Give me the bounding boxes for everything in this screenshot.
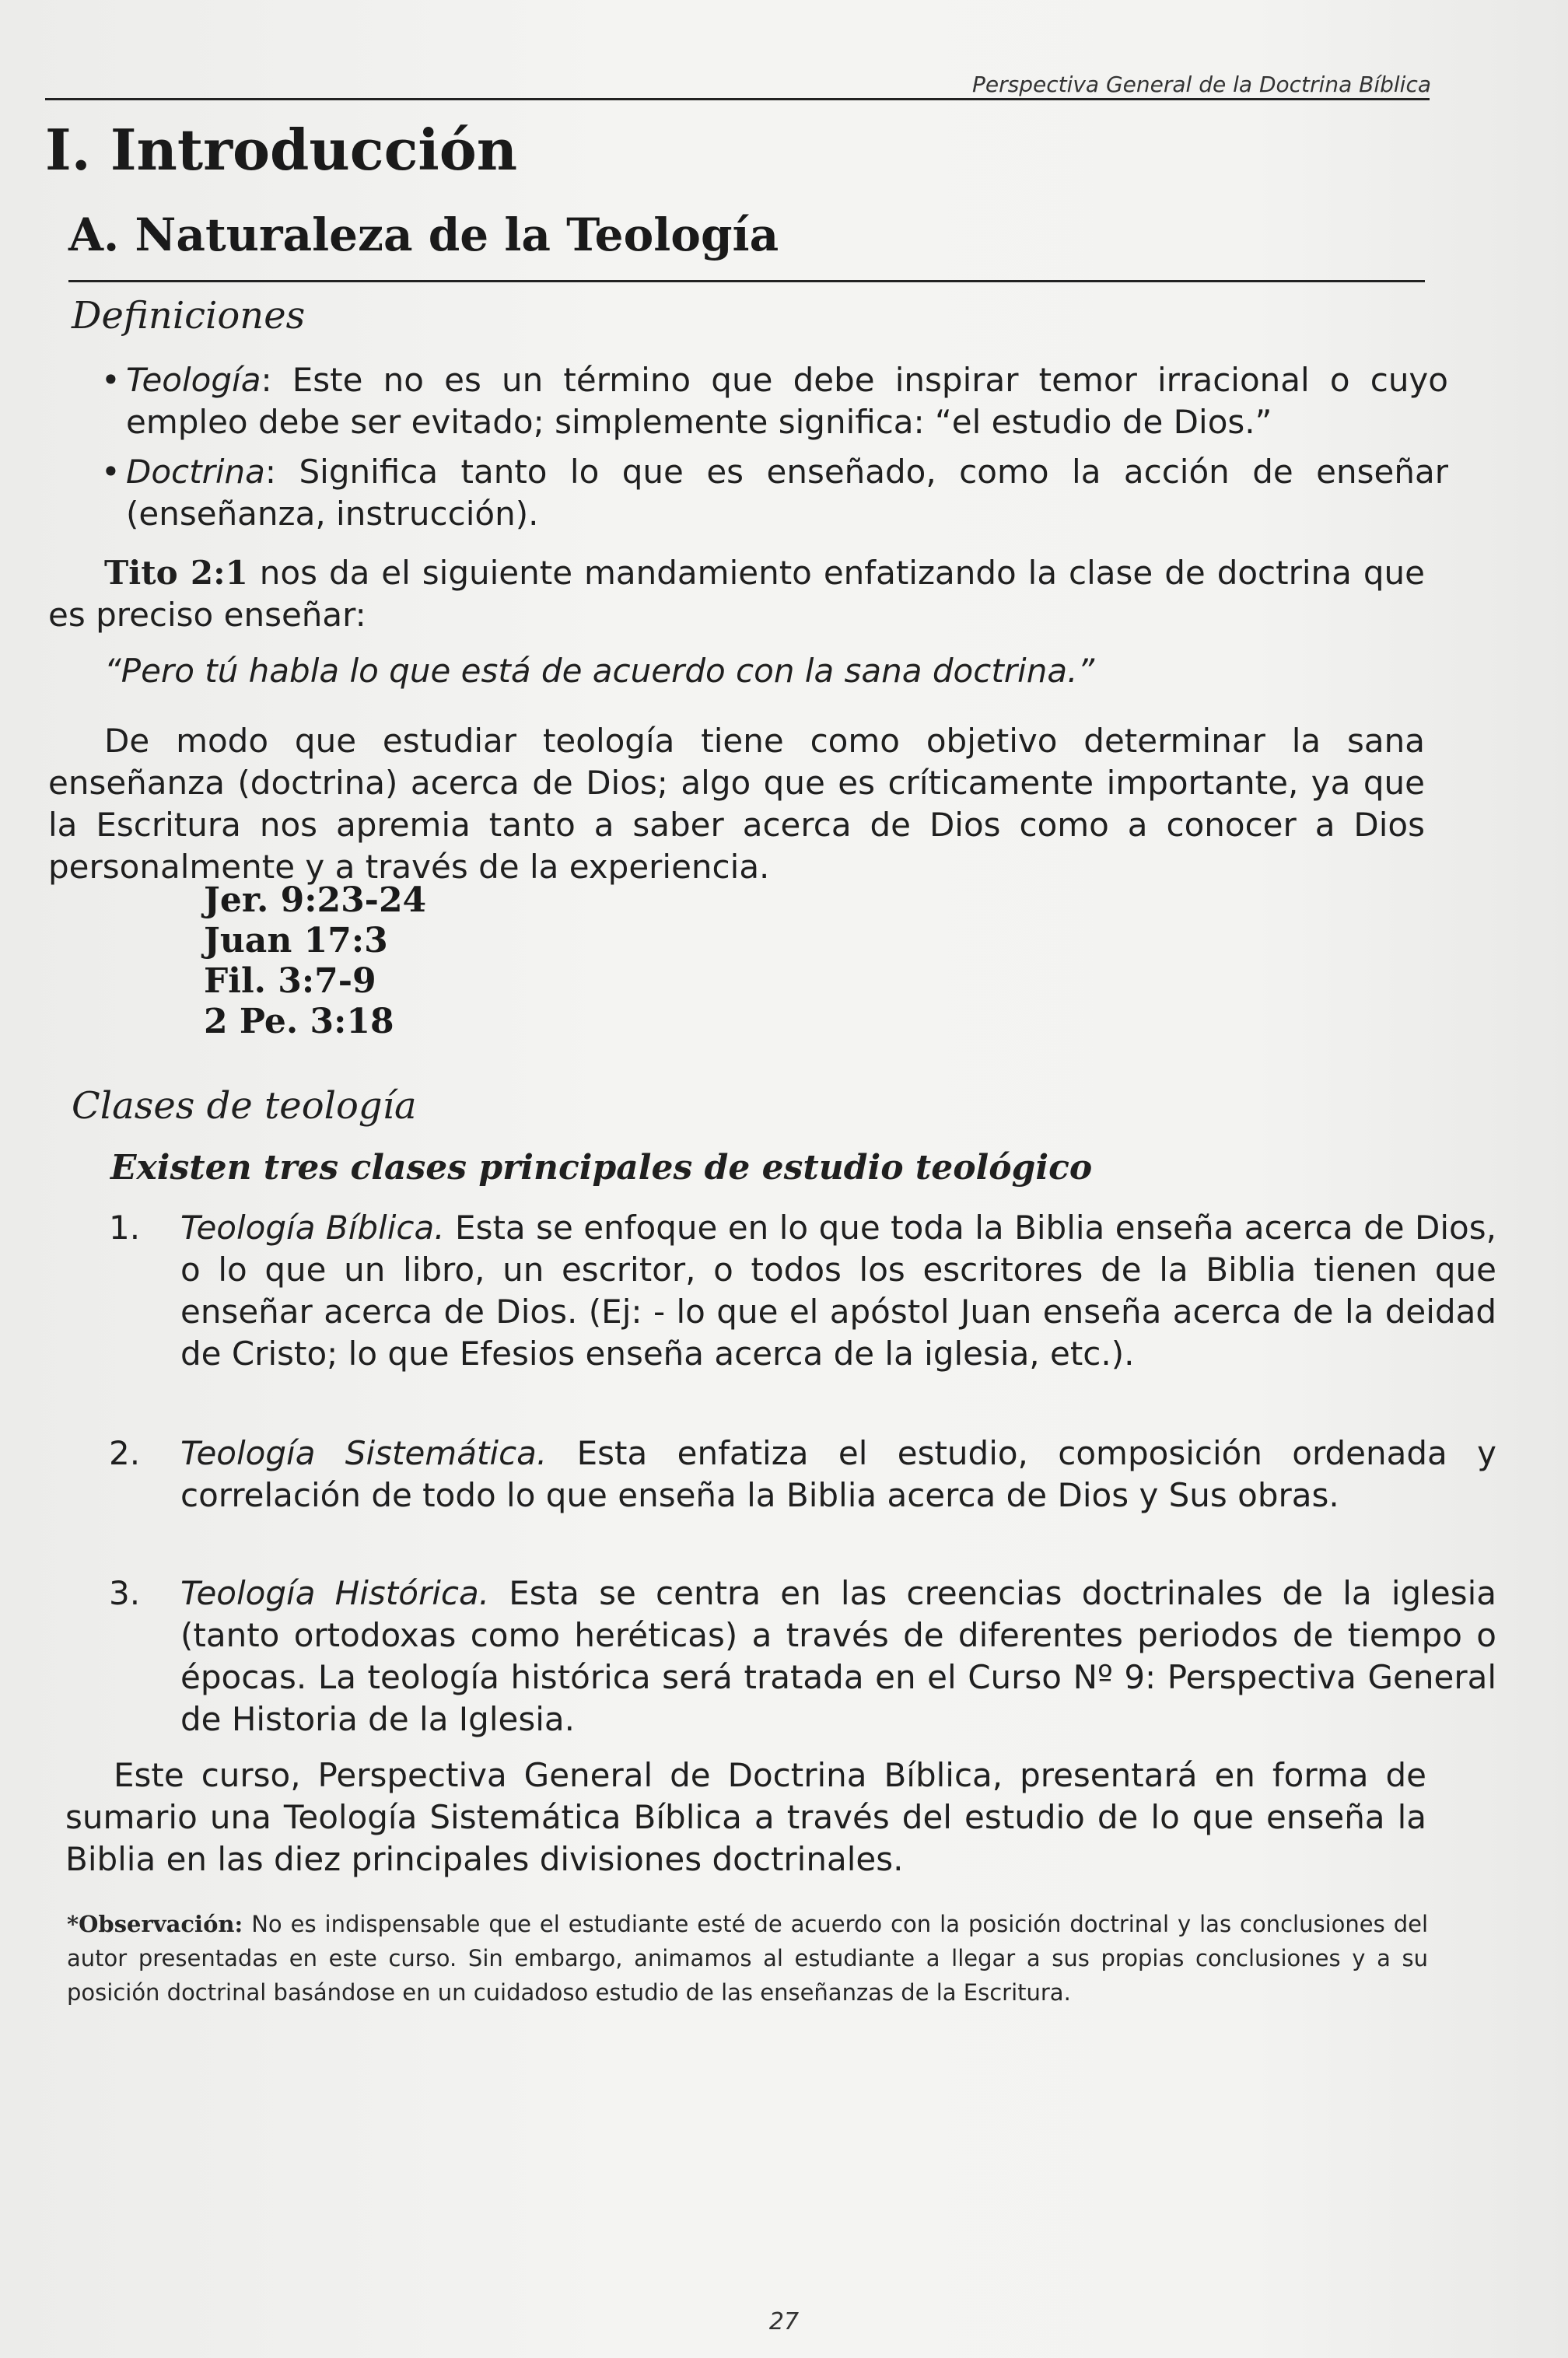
- definition-term: Teología: [126, 361, 261, 399]
- definition-text: : Este no es un término que debe inspirar temor irracional o cuyo empleo debe ser evitado; simplemente significa: “el estudio de Dios.”: [126, 361, 1448, 441]
- definition-item: [101, 359, 1448, 443]
- item-number: 2.: [109, 1434, 141, 1472]
- item-term: Teología Histórica.: [180, 1574, 490, 1612]
- item-number: 3.: [109, 1574, 141, 1612]
- item-number: 1.: [109, 1209, 141, 1247]
- item-term: Teología Sistemática.: [180, 1434, 548, 1472]
- item-text: Esta enfatiza el estudio, composición ordenada y correlación de todo lo que enseña la Biblia acerca de Dios y Sus obras.: [180, 1434, 1496, 1514]
- clases-subheading: Existen tres clases principales de estudio teológico: [110, 1148, 1093, 1188]
- tito-text: nos da el siguiente mandamiento enfatizando la clase de doctrina que es preciso enseñar:: [48, 554, 1425, 634]
- reference-item: Jer. 9:23-24: [204, 880, 427, 920]
- reference-item: 2 Pe. 3:18: [204, 1002, 394, 1041]
- header-rule: [45, 98, 1430, 100]
- theology-type-item: [109, 1573, 1496, 1741]
- reference-list: [204, 880, 426, 1042]
- note-label: *Observación:: [67, 1911, 243, 1937]
- tito-paragraph: [48, 552, 1425, 636]
- reference-item: Juan 17:3: [204, 921, 388, 960]
- chapter-title: I. Introducción: [45, 117, 518, 183]
- scripture-reference: Tito 2:1: [104, 554, 248, 592]
- scripture-quote: “Pero tú habla lo que está de acuerdo con la sana doctrina.”: [104, 652, 1095, 690]
- running-head: Perspectiva General de la Doctrina Bíblica: [971, 72, 1431, 97]
- bullet-icon: •: [101, 453, 121, 491]
- clases-heading: Clases de teología: [72, 1084, 417, 1128]
- page-number: 27: [768, 2308, 800, 2335]
- course-paragraph: Este curso, Perspectiva General de Doctrina Bíblica, presentará en forma de sumario una Teología Sistemática Bíblica a través del estudio de lo que enseña la Biblia en las diez principales divisiones doctrinales.: [65, 1756, 1426, 1878]
- note-text: No es indispensable que el estudiante esté de acuerdo con la posición doctrinal y las conclusiones del autor presentadas en este curso. Sin embargo, animamos al estudiante a llegar a sus propias conclusiones y a su posición doctrinal basándose en un cuidadoso estudio de las enseñanzas de la Escritura.: [67, 1911, 1428, 2006]
- theology-type-item: [109, 1433, 1496, 1517]
- theology-type-item: [109, 1207, 1496, 1375]
- definition-item: [101, 451, 1448, 535]
- reference-item: Fil. 3:7-9: [204, 961, 376, 1001]
- section-title: A. Naturaleza de la Teología: [68, 208, 779, 261]
- definiciones-heading: Definiciones: [72, 294, 306, 338]
- bullet-icon: •: [101, 361, 121, 399]
- observation-note: [67, 1907, 1428, 2010]
- item-text: Esta se centra en las creencias doctrinales de la iglesia (tanto ortodoxas como heréticas) a través de diferentes periodos de tiempo o épocas. La teología histórica será tratada en el Curso Nº 9: Perspectiva General de Historia de la Iglesia.: [180, 1574, 1496, 1738]
- definition-text: : Significa tanto lo que es enseñado, como la acción de enseñar (enseñanza, instrucción).: [126, 453, 1448, 533]
- item-text: Esta se enfoque en lo que toda la Biblia enseña acerca de Dios, o lo que un libro, un escritor, o todos los escritores de la Biblia tienen que enseñar acerca de Dios. (Ej: - lo que el apóstol Juan enseña acerca de la deidad de Cristo; lo que Efesios enseña acerca de la iglesia, etc.).: [180, 1209, 1496, 1373]
- item-term: Teología Bíblica.: [180, 1209, 445, 1247]
- definition-term: Doctrina: [126, 453, 265, 491]
- section-rule: [68, 280, 1425, 282]
- intro-paragraph: De modo que estudiar teología tiene como objetivo determinar la sana enseñanza (doctrina) acerca de Dios; algo que es críticamente importante, ya que la Escritura nos apremia tanto a saber acerca de Dios como a conocer a Dios personalmente y a través de la experiencia.: [48, 722, 1425, 886]
